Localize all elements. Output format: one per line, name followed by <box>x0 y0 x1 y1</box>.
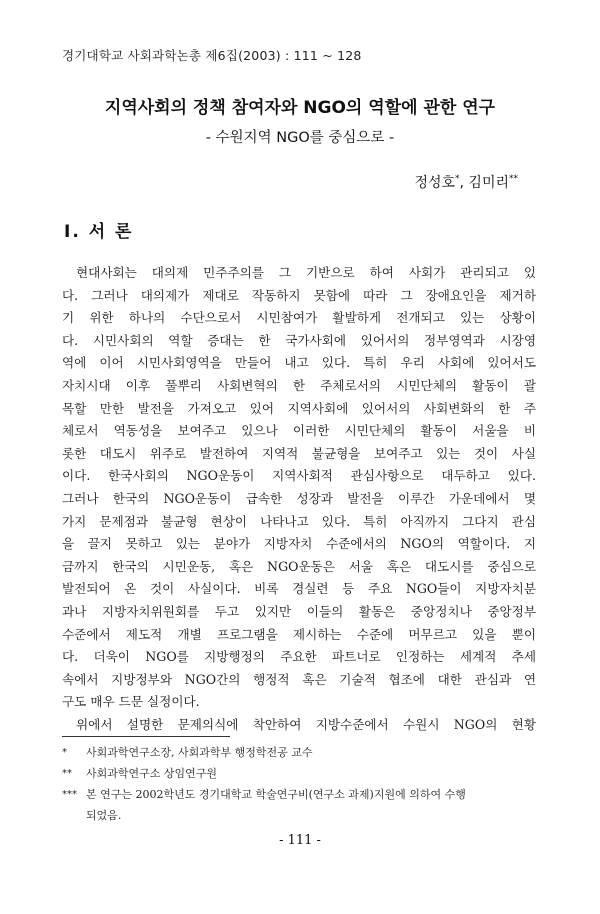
body-line: 금까지 한국의 시민운동, 혹은 NGO운동은 서울 혹은 대도시를 중심으로 <box>62 558 536 574</box>
paper-subtitle: - 수원지역 NGO를 중심으로 - <box>205 130 395 146</box>
running-head: 경기대학교 사회과학논총 제6집(2003) : 111 ~ 128 <box>62 48 362 63</box>
footnote-continuation: 되었음. <box>86 809 122 822</box>
body-line: 위에서 설명한 문제의식에 착안하여 지방수준에서 수원시 NGO의 현황 <box>76 716 536 732</box>
body-text <box>62 262 536 736</box>
footnotes <box>62 742 542 826</box>
body-line: 체로서 역동성을 보여주고 있으나 이러한 시민단체의 활동이 서울을 비 <box>62 423 536 439</box>
author-line <box>414 172 518 192</box>
body-line: 가지 문제점과 불균형 현상이 나타나고 있다. 특히 아직까지 그다지 관심 <box>62 513 536 529</box>
footnote-mark: ** <box>62 768 72 779</box>
author-2: 김미리 <box>468 175 509 191</box>
body-line: 자치시대 이후 풀뿌리 사회변혁의 한 주체로서의 시민단체의 활동이 괄 <box>62 377 536 393</box>
body-line: 발전되어 온 것이 사실이다. 비록 경실련 등 주요 NGO들이 지방자치분 <box>62 581 536 597</box>
author-separator: , <box>459 175 469 191</box>
section-heading: Ⅰ. 서 론 <box>64 222 134 242</box>
footnote-text: 사회과학연구소 상임연구원 <box>86 767 218 780</box>
body-line: 수준에서 제도적 개별 프로그램을 제시하는 수준에 머무르고 있을 뿐이 <box>62 626 536 642</box>
body-line: 이다. 한국사회의 NGO운동이 지역사회적 관심사항으로 대두하고 있다. <box>62 468 536 484</box>
footnote-mark: * <box>62 747 67 758</box>
footnote-divider <box>62 736 230 737</box>
page-number: - 111 - <box>279 833 321 848</box>
body-line: 롯한 대도시 위주로 발전하여 지역적 불균형을 보여주고 있는 것이 사실 <box>62 445 536 461</box>
footnote-text: 사회과학연구소장, 사회과학부 행정학전공 교수 <box>86 746 313 759</box>
body-line: 현대사회는 대의제 민주주의를 그 기반으로 하여 사회가 관리되고 있 <box>76 265 536 280</box>
body-line: 다. 그러나 대의제가 제대로 작동하지 못함에 따라 그 장애요인을 제거하 <box>62 287 536 303</box>
body-line: 속에서 지방정부와 NGO간의 행정적 혹은 기술적 협조에 대한 관심과 연 <box>62 671 536 687</box>
author-1: 정성호 <box>414 175 456 191</box>
body-line: 역에 이어 시민사회영역을 만들어 내고 있다. 특히 우리 사회에 있어서도 <box>62 355 536 371</box>
body-line: 그러나 한국의 NGO운동이 급속한 성장과 발전을 이루간 가운데에서 몇 <box>62 490 536 506</box>
body-line: 목할 만한 발전을 가져오고 있어 지역사회에 있어서의 사회변화의 한 주 <box>62 400 536 416</box>
footnote-mark: *** <box>62 789 77 800</box>
footnote <box>62 784 542 805</box>
body-line: 구도 매우 드문 실정이다. <box>62 694 200 710</box>
footnote <box>62 763 542 784</box>
footnote <box>62 742 542 763</box>
body-line: 다. 시민사회의 역할 증대는 한 국가사회에 있어서의 정부영역과 시장영 <box>62 332 536 348</box>
body-line: 다. 더욱이 NGO를 지방행정의 주요한 파트너로 인정하는 세계적 추세 <box>62 649 536 665</box>
body-line: 기 위한 하나의 수단으로서 시민참여가 활발하게 전개되고 있는 상황이 <box>62 310 536 326</box>
author-2-footnote-mark: ** <box>509 174 518 184</box>
body-line: 을 끌지 못하고 있는 분야가 지방자치 수준에서의 NGO의 역할이다. 지 <box>62 536 536 552</box>
body-line: 과나 지방자치위원회를 두고 있지만 이들의 활동은 중앙정치나 중앙정부 <box>62 603 536 619</box>
footnote-text: 본 연구는 2002학년도 경기대학교 학술연구비(연구소 과제)지원에 의하여 수행 <box>86 788 466 801</box>
paper-title: 지역사회의 정책 참여자와 NGO의 역할에 관한 연구 <box>104 98 496 118</box>
author-1-footnote-mark: * <box>455 174 460 184</box>
